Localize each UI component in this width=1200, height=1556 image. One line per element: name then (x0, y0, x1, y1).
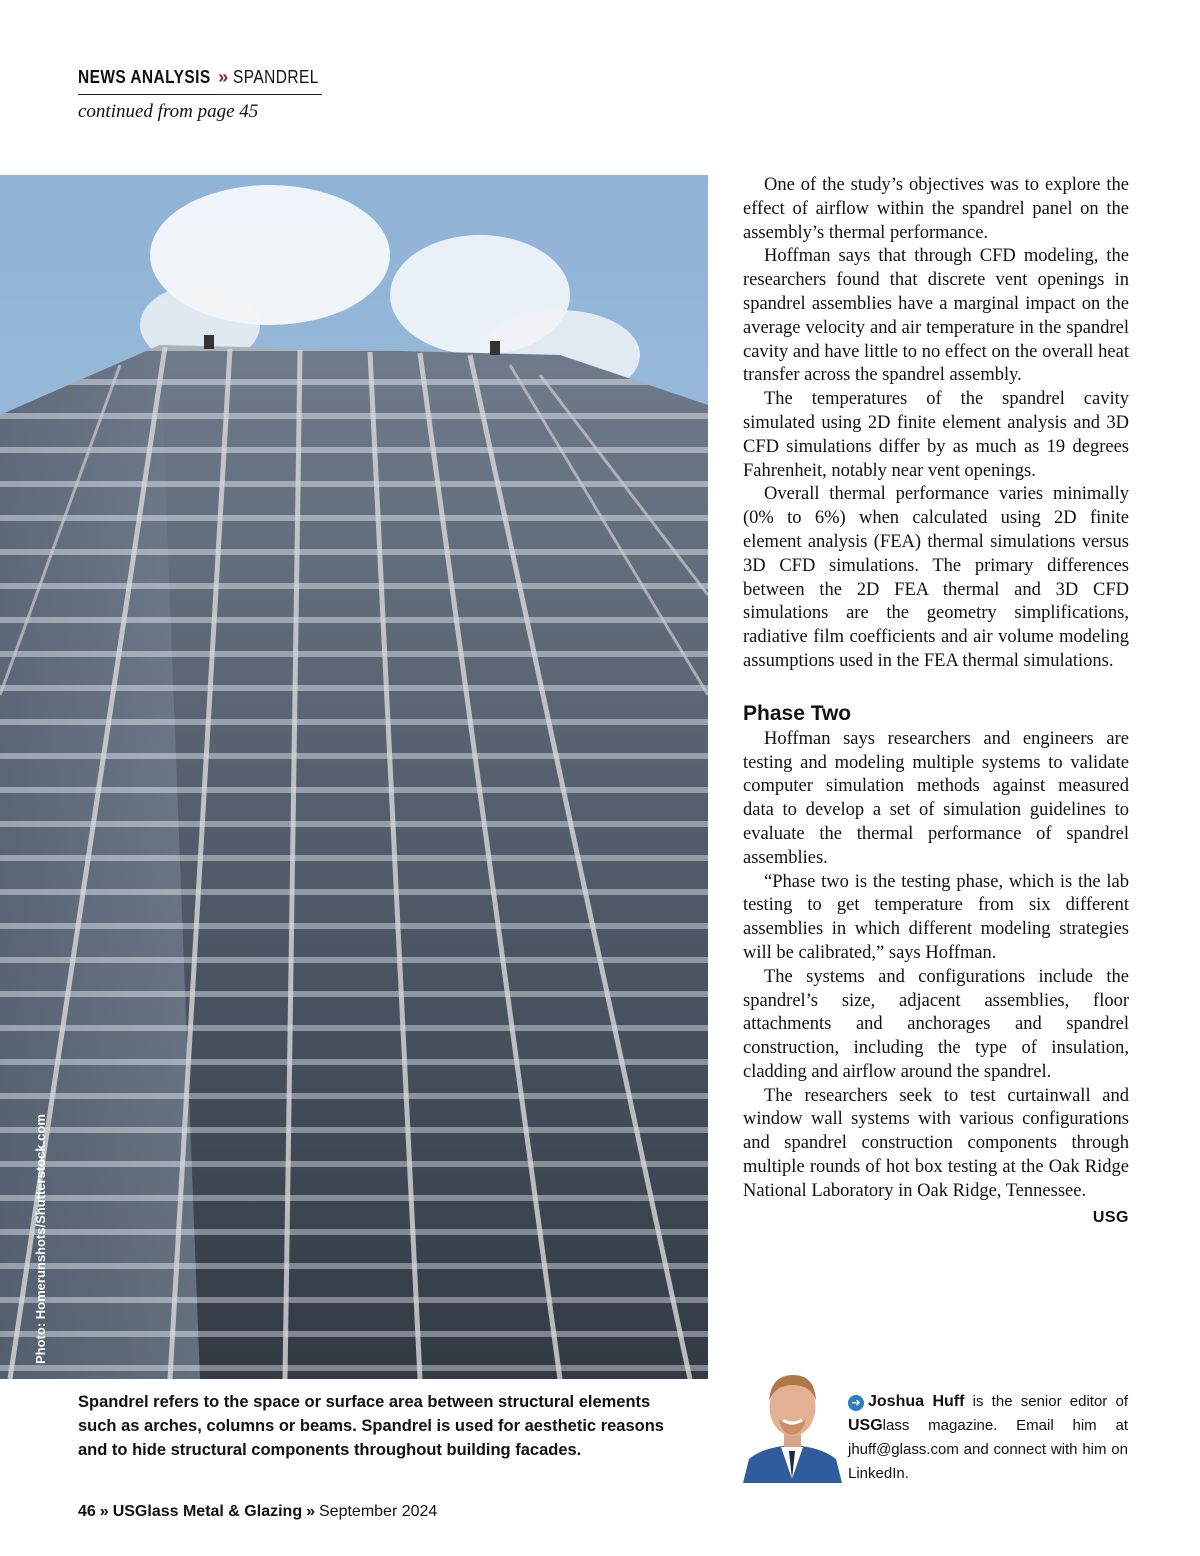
subhead-phase-two: Phase Two (743, 701, 852, 725)
magazine-bold: USG (848, 1417, 883, 1434)
continued-note: continued from page 45 (78, 101, 259, 122)
bio-text-2: magazine. Email him at jhuff@glass.com and connect with him on LinkedIn. (848, 1417, 1128, 1482)
section-topic: SPANDREL (232, 67, 319, 87)
paragraph: Overall thermal performance varies minimally (0% to 6%) when calculated using 2D finite element analysis (FEA) thermal simulations versus 3D CFD simulations. The primary differences between the 2D FEA thermal and 3D CFD simulations are the geometry simplifications, radiative film coefficients and air volume modeling assumptions used in the FEA thermal simulations. (743, 484, 1129, 671)
page-number: 46 (78, 1503, 96, 1520)
paragraph: Hoffman says that through CFD modeling, the researchers found that discrete vent openings in spandrel assemblies have a marginal impact on the average velocity and air temperature in the spandrel cavity and have little to no effect on the overall heat transfer across the spandrel assembly. (743, 246, 1129, 386)
section-label (78, 66, 322, 95)
photo-credit: Photo: Homerunshots/Shutterstock.com (33, 1114, 48, 1364)
footer-separator-2: » (306, 1503, 315, 1520)
paragraph-final (743, 1085, 1129, 1226)
bio-text: is the senior editor of (964, 1393, 1128, 1410)
paragraph: “Phase two is the testing phase, which is the lab testing to get temperature from six different assemblies in which different modeling strategies will be calibrated,” says Hoffman. (743, 871, 1129, 963)
paragraph: The systems and configurations include the spandrel’s size, adjacent assemblies, floor attachments and anchorages and spandrel construction, including the type of insulation, cladding and airflow around the spandrel. (743, 966, 1129, 1082)
final-text: The researchers seek to test curtainwall and window wall systems with various configurations and spandrel construction components through multiple rounds of hot box testing at the Oak Ridge National Laboratory in Oak Ridge, Tennessee. (743, 1085, 1129, 1201)
section-separator: » (218, 67, 229, 87)
author-name: Joshua Huff (868, 1393, 965, 1410)
arrow-right-icon: ➜ (848, 1395, 864, 1411)
author-bio (848, 1390, 1128, 1486)
paragraph: One of the study’s objectives was to explore the effect of airflow within the spandrel panel on the assembly’s thermal performance. (743, 175, 1129, 243)
footer-separator: » (99, 1503, 109, 1520)
author-photo (743, 1367, 842, 1483)
paragraph: Hoffman says researchers and engineers are testing and modeling multiple systems to validate computer simulation methods against measured data to develop a set of simulation guidelines to evaluate the thermal performance of spandrel assemblies. (743, 728, 1129, 868)
issue-date: September 2024 (319, 1503, 438, 1520)
magazine-rest: lass (882, 1417, 910, 1434)
magazine-name: USGlass Metal & Glazing (112, 1503, 303, 1520)
page-header (78, 66, 322, 123)
building-photo (0, 175, 708, 1379)
page-footer (78, 1503, 437, 1521)
end-mark: USG (1092, 1208, 1129, 1226)
article-body (743, 174, 1129, 1229)
skyscraper-image (0, 175, 708, 1379)
paragraph: The temperatures of the spandrel cavity simulated using 2D finite element analysis and 3D CFD simulations differ by as much as 19 degrees Fahrenheit, notably near vent openings. (743, 389, 1129, 481)
section-name: NEWS ANALYSIS (78, 67, 211, 87)
photo-caption: Spandrel refers to the space or surface area between structural elements such as arches, columns or beams. Spandrel is used for aesthetic reasons and to hide structural components throughout building facades. (78, 1393, 664, 1459)
